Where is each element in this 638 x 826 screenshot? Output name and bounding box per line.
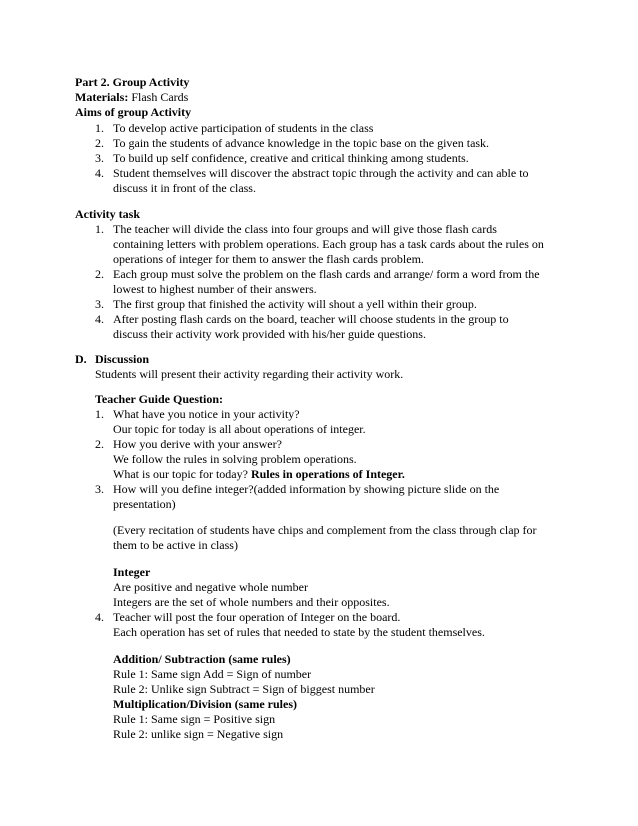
topic-question: What is our topic for today?	[113, 467, 251, 481]
activity-text: Each group must solve the problem on the flash cards and arrange/ form a word from the	[113, 267, 540, 281]
question-number: 2.	[95, 437, 104, 451]
question-text: Teacher will post the four operation of Integer on the board.	[113, 610, 401, 624]
materials-label: Materials:	[75, 90, 129, 104]
question-number: 4.	[95, 610, 104, 624]
activity-number: 3.	[95, 297, 104, 311]
note-text: (Every recitation of students have chips and complement from the class through clap for	[113, 523, 537, 537]
answer-text: We follow the rules in solving problem operations.	[113, 452, 357, 466]
aim-number: 4.	[95, 166, 104, 180]
question-number: 3.	[95, 482, 104, 496]
topic-answer: Rules in operations of Integer.	[250, 467, 405, 481]
question-text: What have you notice in your activity?	[113, 407, 300, 421]
activity-text: discuss their activity work provided with his/her guide questions.	[113, 327, 426, 341]
activity-text: lowest to highest number of their answers.	[113, 282, 317, 296]
integer-heading: Integer	[113, 565, 151, 579]
discussion-heading: Discussion	[95, 352, 150, 366]
rule-text: Rule 2: Unlike sign Subtract = Sign of biggest number	[113, 682, 375, 696]
question-number: 1.	[95, 407, 104, 421]
aim-text: discuss it in front of the class.	[113, 181, 256, 195]
activity-text: containing letters with problem operations. Each group has a task cards about the rules on	[113, 237, 544, 251]
activity-number: 1.	[95, 222, 104, 236]
answer-text: Each operation has set of rules that needed to state by the student themselves.	[113, 625, 485, 639]
aim-number: 1.	[95, 121, 104, 135]
guide-heading: Teacher Guide Question:	[95, 392, 224, 406]
aim-text: To develop active participation of students in the class	[113, 121, 374, 135]
materials-value: Flash Cards	[128, 90, 189, 104]
activity-text: The teacher will divide the class into four groups and will give those flash cards	[113, 222, 497, 236]
aim-text: To build up self confidence, creative and critical thinking among students.	[113, 151, 469, 165]
integer-definition: Are positive and negative whole number	[113, 580, 308, 594]
note-text: them to be active in class)	[113, 538, 238, 552]
integer-definition: Integers are the set of whole numbers and their opposites.	[113, 595, 390, 609]
aim-text: To gain the students of advance knowledge in the topic base on the given task.	[113, 136, 490, 150]
aim-text: Student themselves will discover the abstract topic through the activity and can able to	[113, 166, 529, 180]
discussion-intro: Students will present their activity regarding their activity work.	[95, 367, 404, 381]
discussion-letter: D.	[75, 352, 87, 366]
rule-text: Rule 2: unlike sign = Negative sign	[113, 727, 284, 741]
activity-heading: Activity task	[75, 207, 140, 221]
activity-number: 2.	[95, 267, 104, 281]
mul-div-heading: Multiplication/Division (same rules)	[113, 697, 297, 711]
add-sub-heading: Addition/ Subtraction (same rules)	[113, 652, 291, 666]
part-heading: Part 2. Group Activity	[75, 75, 190, 89]
question-text: How will you define integer?(added information by showing picture slide on the	[113, 482, 500, 496]
aim-number: 2.	[95, 136, 104, 150]
answer-text: Our topic for today is all about operations of integer.	[113, 422, 366, 436]
activity-number: 4.	[95, 312, 104, 326]
aims-heading: Aims of group Activity	[75, 105, 192, 119]
rule-text: Rule 1: Same sign Add = Sign of number	[113, 667, 312, 681]
topic-line	[113, 467, 405, 482]
materials-line	[75, 90, 188, 105]
activity-text: After posting flash cards on the board, teacher will choose students in the group to	[113, 312, 509, 326]
activity-text: operations of integer for them to answer the flash cards problem.	[113, 252, 424, 266]
rule-text: Rule 1: Same sign = Positive sign	[113, 712, 276, 726]
question-text: presentation)	[113, 497, 176, 511]
activity-text: The first group that finished the activity will shout a yell within their group.	[113, 297, 477, 311]
question-text: How you derive with your answer?	[113, 437, 282, 451]
aim-number: 3.	[95, 151, 104, 165]
